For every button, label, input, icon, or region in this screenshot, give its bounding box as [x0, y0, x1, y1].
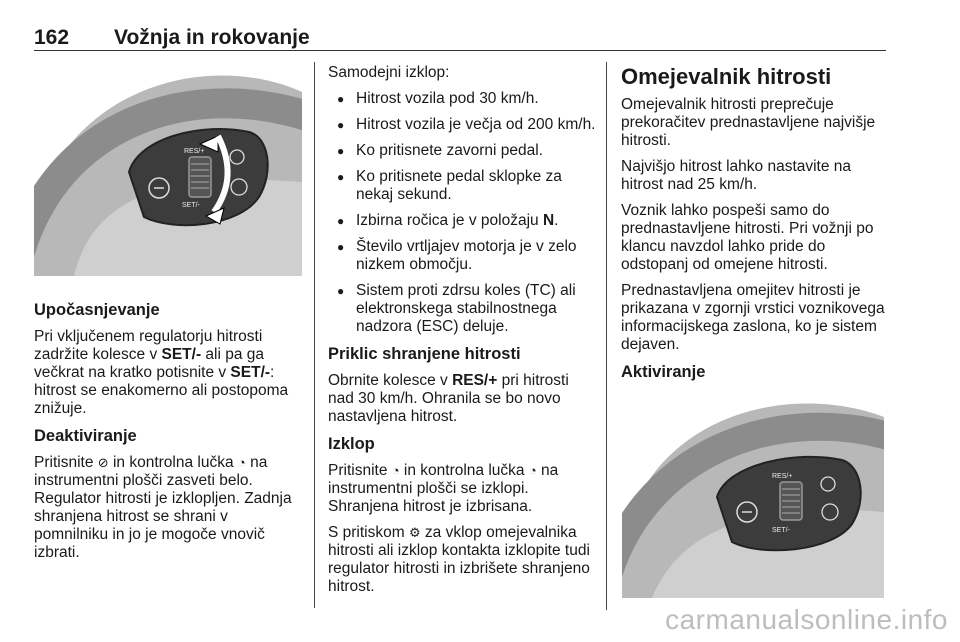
deceleration-paragraph: Pri vključenem regulatorju hitrosti zadržite kolesce v SET/- ali pa ga večkrat na kratko potisnite v SET/-: hitrost se enakomerno ali postopoma znižuje.: [34, 328, 289, 417]
list-item: ● Ko pritisnete zavorni pedal.: [328, 142, 596, 160]
column-2: [328, 64, 596, 604]
limiter-paragraph-4: Prednastavljena omejitev hitrosti je prikazana v zgornji vrstici voznikovega informacijskega zaslona, ko je sistem dejaven.: [621, 282, 885, 353]
cruise-control-icon: ◔: [391, 463, 400, 478]
heading-recall: Priklic shranjene hitrosti: [328, 345, 521, 363]
header-divider: [34, 50, 886, 51]
speed-limiter-icon: ⚙: [408, 525, 421, 540]
heading-speed-limiter: Omejevalnik hitrosti: [621, 64, 832, 89]
deactivation-paragraph: Pritisnite ⊘ in kontrolna lučka ◔ na instrumentni plošči zasveti belo. Regulator hitrosti je izklopljen. Zadnja shranjena hitrost se shrani v pomnilniku in jo je mogoče vnovič izbrati.: [34, 454, 292, 561]
set-label: SET/-: [772, 527, 790, 534]
page-number: 162: [34, 26, 70, 49]
column-3: [621, 64, 889, 390]
column-divider-1: [314, 62, 315, 608]
heading-deceleration: Upočasnjevanje: [34, 301, 160, 319]
watermark: carmanualsonline.info: [665, 604, 948, 635]
list-item: ● Hitrost vozila je večja od 200 km/h.: [328, 116, 596, 134]
heading-activation: Aktiviranje: [621, 363, 706, 381]
heading-deactivation: Deaktiviranje: [34, 427, 137, 445]
cancel-icon: ⊘: [97, 455, 109, 470]
column-divider-2: [606, 62, 607, 610]
column-1: [34, 292, 302, 570]
res-label: RES/+: [772, 473, 793, 480]
list-item: ● Sistem proti zdrsu koles (TC) ali elektronskega stabilnostnega nadzora (ESC) deluje.: [328, 282, 596, 336]
steering-wheel-figure-2: [622, 392, 884, 598]
res-label: RES/+: [184, 148, 205, 155]
cruise-control-icon: ◔: [528, 463, 537, 478]
switch-off-paragraph: Pritisnite ◔ in kontrolna lučka ◔ na instrumentni plošči se izklopi. Shranjena hitrost je izbrisana.: [328, 462, 559, 515]
auto-off-intro: Samodejni izklop:: [328, 64, 450, 81]
steering-wheel-figure-1: [34, 62, 302, 276]
list-item: ● Izbirna ročica je v položaju N.: [328, 212, 596, 230]
limiter-paragraph-2: Najvišjo hitrost lahko nastavite na hitrost nad 25 km/h.: [621, 158, 852, 193]
list-item: ● Hitrost vozila pod 30 km/h.: [328, 90, 596, 108]
cruise-control-icon: ◔: [237, 455, 246, 470]
heading-switch-off: Izklop: [328, 435, 375, 453]
limiter-paragraph-3: Voznik lahko pospeši samo do prednastavljene hitrosti. Pri vožnji po klancu navzdol lahko pride do odstopanj od omejene hitrosti.: [621, 202, 874, 273]
auto-off-list: [328, 90, 596, 336]
list-item: ● Ko pritisnete pedal sklopke za nekaj sekund.: [328, 168, 596, 204]
set-label: SET/-: [182, 202, 200, 209]
chapter-title: Vožnja in rokovanje: [114, 26, 310, 49]
list-item: ● Število vrtljajev motorja je v zelo nizkem območju.: [328, 238, 596, 274]
switch-off-paragraph-2: S pritiskom ⚙ za vklop omejevalnika hitrosti ali izklop kontakta izklopite tudi regulator hitrosti in izbrišete shranjeno hitrost.: [328, 524, 590, 595]
limiter-paragraph-1: Omejevalnik hitrosti preprečuje prekoračitev prednastavljene najvišje hitrosti.: [621, 96, 876, 149]
recall-paragraph: Obrnite kolesce v RES/+ pri hitrosti nad 30 km/h. Ohranila se bo novo nastavljena hitrost.: [328, 372, 569, 425]
